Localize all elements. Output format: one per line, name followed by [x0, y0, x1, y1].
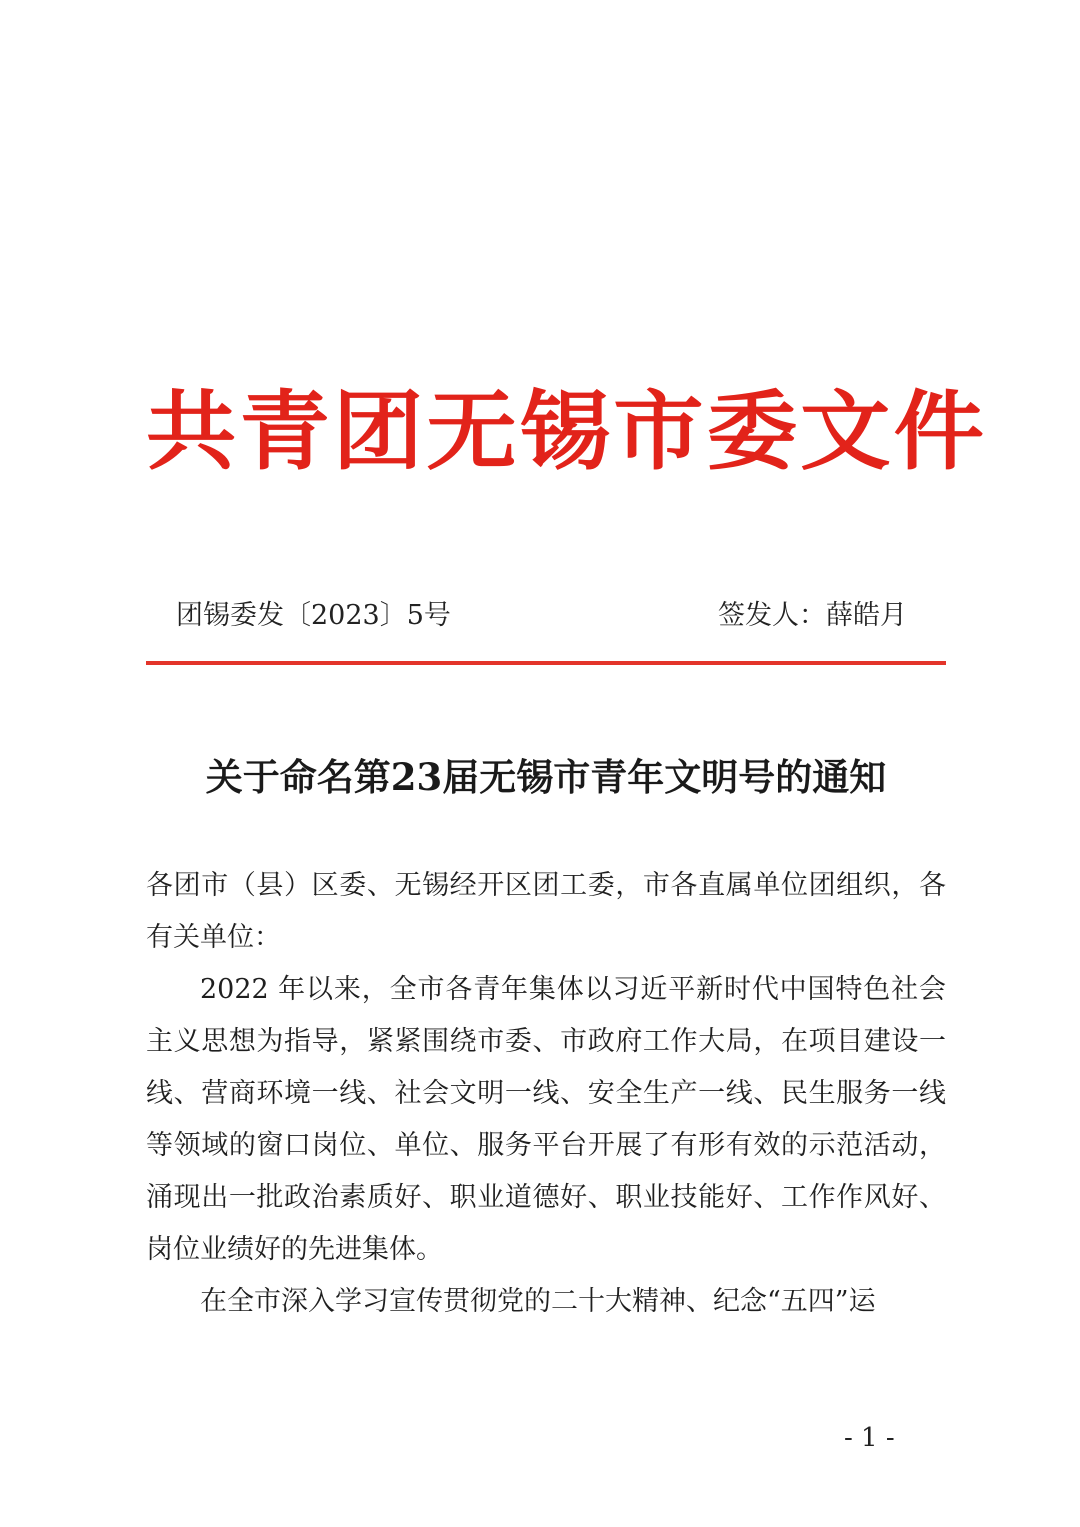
issuer-name: 薛皓月 — [826, 600, 907, 631]
red-divider-line — [146, 661, 946, 665]
body-paragraph-2: 在全市深入学习宣传贯彻党的二十大精神、纪念“五四”运 — [200, 1286, 876, 1317]
document-number: 团锡委发〔2023〕5号 — [176, 600, 451, 631]
page-number: - 1 - — [844, 1423, 895, 1453]
red-header-title: 共青团无锡市委文件 — [146, 382, 988, 482]
body-paragraph-1: 2022 年以来，全市各青年集体以习近平新时代中国特色社会主义思想为指导，紧紧围绕市委、市政府工作大局，在项目建设一线、营商环境一线、社会文明一线、安全生产一线、民生服务一线等领域的窗口岗位、单位、服务平台开展了有形有效的示范活动，涌现出一批政治素质好、职业道德好、职业技能好、工作作风好、岗位业绩好的先进集体。 — [146, 974, 946, 1265]
salutation-paragraph: 各团市（县）区委、无锡经开区团工委，市各直属单位团组织，各有关单位： — [146, 870, 946, 953]
notice-title: 关于命名第23届无锡市青年文明号的通知 — [205, 755, 887, 799]
document-body — [146, 860, 946, 1328]
issuer-line — [718, 596, 907, 636]
issuer-label: 签发人： — [718, 600, 826, 631]
